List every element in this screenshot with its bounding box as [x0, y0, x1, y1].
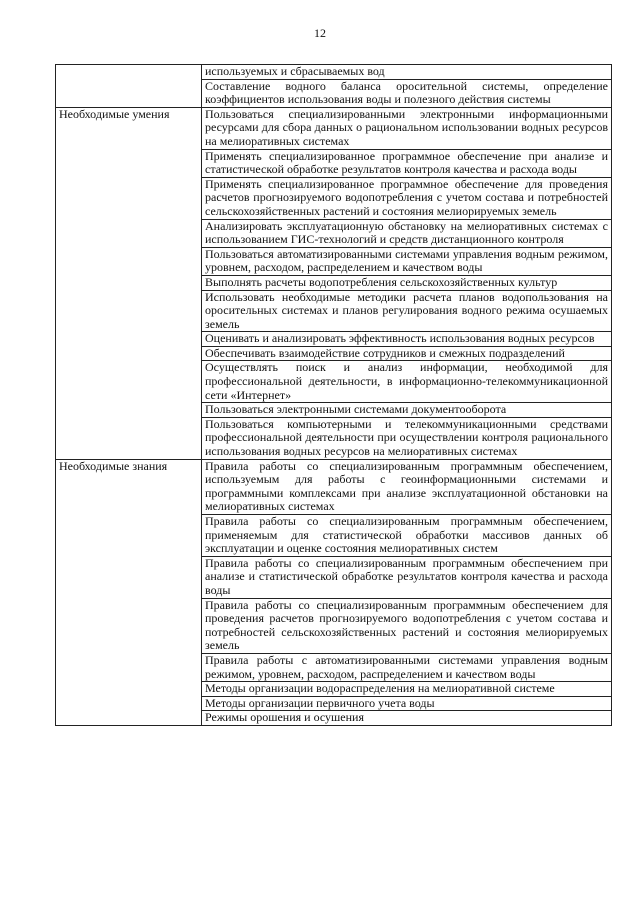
requirement-cell: Применять специализированное программное обеспечение для проведения расчетов прогнозируемого водопотребления с учетом состава и потребностей сельскохозяйственных растений и состояния мелиорируемых земель [202, 177, 612, 219]
requirement-cell: Обеспечивать взаимодействие сотрудников и смежных подразделений [202, 346, 612, 361]
requirement-cell: Методы организации водораспределения на мелиоративной системе [202, 682, 612, 697]
requirement-cell: Осуществлять поиск и анализ информации, необходимой для профессиональной деятельности, в информационно-телекоммуникационной сети «Интернет» [202, 361, 612, 403]
section-label: Необходимые знания [56, 459, 202, 725]
requirement-cell: Оценивать и анализировать эффективность использования водных ресурсов [202, 332, 612, 347]
table-row [56, 107, 612, 149]
requirements-table [55, 64, 612, 726]
requirement-cell: Правила работы с автоматизированными системами управления водным режимом, уровнем, расходом, распределением и качеством воды [202, 653, 612, 681]
requirement-cell: Правила работы со специализированным программным обеспечением, используемым для работы с геоинформационными системами и программными комплексами при анализе эксплуатационной обстановки на мелиоративных системах [202, 459, 612, 514]
requirement-cell: Методы организации первичного учета воды [202, 696, 612, 711]
requirement-cell: Использовать необходимые методики расчета планов водопользования на оросительных системах и планов регулирования водного режима осушаемых земель [202, 290, 612, 332]
table-row [56, 65, 612, 80]
section-label: Необходимые умения [56, 107, 202, 459]
requirement-cell: используемых и сбрасываемых вод [202, 65, 612, 80]
requirement-cell: Выполнять расчеты водопотребления сельскохозяйственных культур [202, 275, 612, 290]
requirement-cell: Пользоваться специализированными электронными информационными ресурсами для сбора данных о рациональном использовании водных ресурсов на мелиоративных системах [202, 107, 612, 149]
requirement-cell: Пользоваться электронными системами документооборота [202, 403, 612, 418]
requirement-cell: Правила работы со специализированным программным обеспечением, применяемым для статистической обработки массивов данных об эксплуатации и оценке состояния мелиоративных систем [202, 515, 612, 557]
requirement-cell: Правила работы со специализированным программным обеспечением при анализе и статистической обработке результатов контроля качества и расхода воды [202, 556, 612, 598]
section-label [56, 65, 202, 108]
table-row [56, 459, 612, 514]
requirement-cell: Режимы орошения и осушения [202, 711, 612, 726]
requirement-cell: Пользоваться компьютерными и телекоммуникационными средствами профессиональной деятельности при осуществлении контроля рационального использования водных ресурсов на мелиоративных системах [202, 417, 612, 459]
requirement-cell: Пользоваться автоматизированными системами управления водным режимом, уровнем, расходом, распределением и качеством воды [202, 247, 612, 275]
requirement-cell: Анализировать эксплуатационную обстановку на мелиоративных системах с использованием ГИС-технологий и средств дистанционного контроля [202, 219, 612, 247]
page-number: 12 [314, 26, 326, 40]
requirement-cell: Применять специализированное программное обеспечение при анализе и статистической обработке результатов контроля качества и расхода воды [202, 149, 612, 177]
requirement-cell: Правила работы со специализированным программным обеспечением для проведения расчетов прогнозируемого водопотребления с учетом состава и потребностей сельскохозяйственных растений и состояния мелиорируемых земель [202, 598, 612, 653]
requirement-cell: Составление водного баланса оросительной системы, определение коэффициентов использования воды и полезного действия системы [202, 79, 612, 107]
